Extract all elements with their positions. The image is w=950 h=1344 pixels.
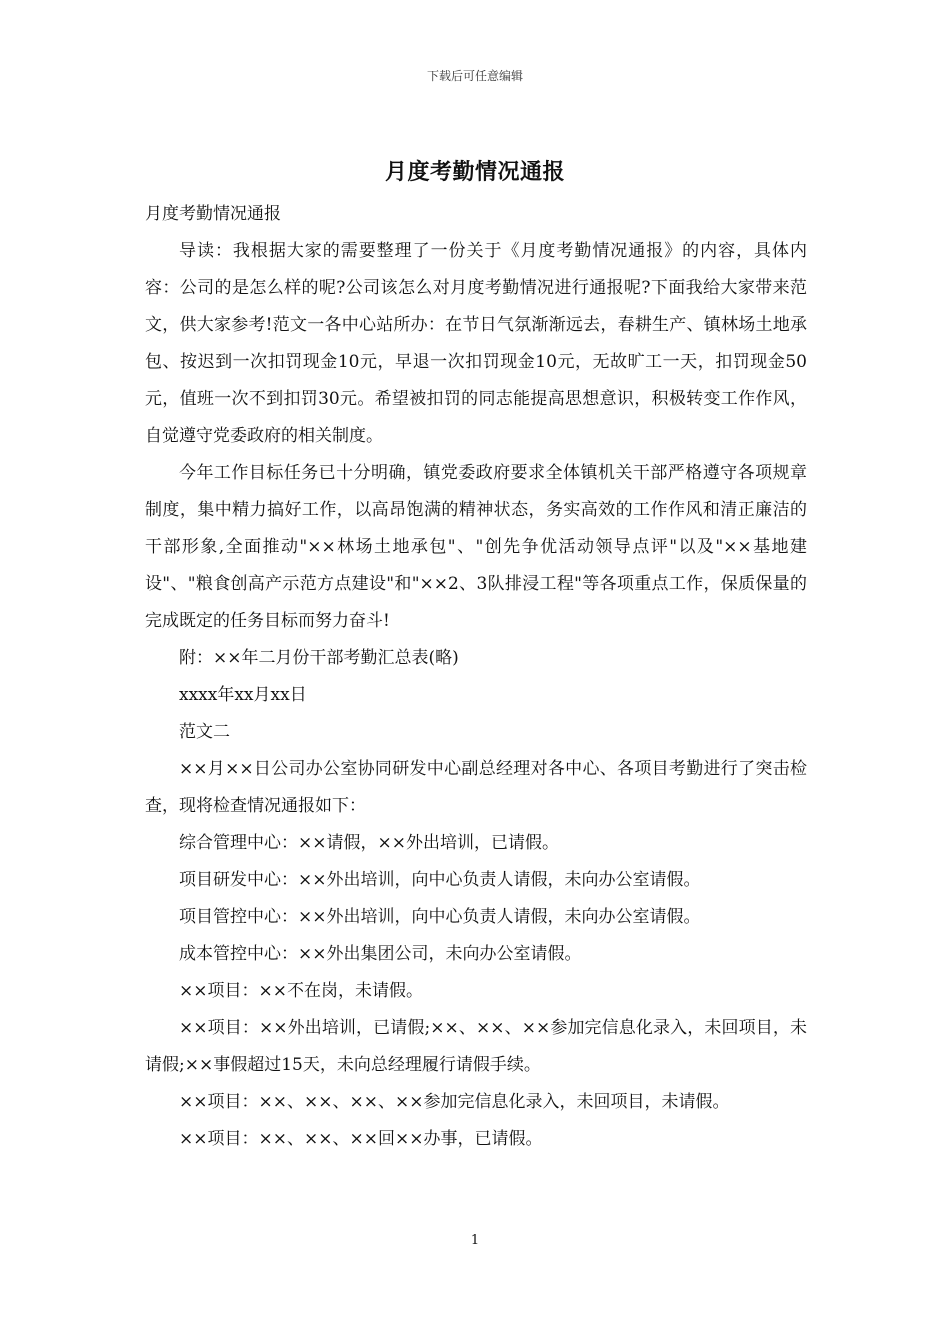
- document-title: 月度考勤情况通报: [384, 159, 565, 185]
- paragraph-inspection-intro: ××月××日公司办公室协同研发中心副总经理对各中心、各项目考勤进行了突击检查，现将检查情况通报如下：: [145, 759, 807, 816]
- page-number: 1: [470, 1233, 480, 1248]
- paragraph-date: xxxx年xx月xx日: [179, 685, 307, 705]
- paragraph-item: ××项目：××不在岗，未请假。: [179, 981, 423, 1001]
- document-body: [145, 196, 807, 1158]
- paragraph-item: 综合管理中心：××请假，××外出培训，已请假。: [179, 833, 559, 853]
- paragraph-item: 成本管控中心：××外出集团公司，未向办公室请假。: [179, 944, 582, 964]
- paragraph-item: 项目管控中心：××外出培训，向中心负责人请假，未向办公室请假。: [179, 907, 701, 927]
- paragraph-item: ××项目：××外出培训，已请假;××、××、××参加完信息化录入，未回项目，未请假;××事假超过15天，未向总经理履行请假手续。: [145, 1018, 807, 1075]
- paragraph-item: ××项目：××、××、××、××参加完信息化录入，未回项目，未请假。: [179, 1092, 730, 1112]
- paragraph-item: ××项目：××、××、××回××办事，已请假。: [179, 1129, 543, 1149]
- paragraph-goals: 今年工作目标任务已十分明确，镇党委政府要求全体镇机关干部严格遵守各项规章制度，集中精力搞好工作，以高昂饱满的精神状态，务实高效的工作作风和清正廉洁的干部形象,全面推动"××林场土地承包"、"创先争优活动领导点评"以及"××基地建设"、"粮食创高产示范方点建设"和"××2、3队排浸工程"等各项重点工作，保质保量的完成既定的任务目标而努力奋斗!: [145, 463, 807, 631]
- paragraph-intro: 导读：我根据大家的需要整理了一份关于《月度考勤情况通报》的内容，具体内容：公司的是怎么样的呢?公司该怎么对月度考勤情况进行通报呢?下面我给大家带来范文，供大家参考!范文一各中心站所办：在节日气氛渐渐远去，春耕生产、镇林场土地承包、按迟到一次扣罚现金10元，早退一次扣罚现金10元，无故旷工一天，扣罚现金50元，值班一次不到扣罚30元。希望被扣罚的同志能提高思想意识，积极转变工作作风，自觉遵守党委政府的相关制度。: [145, 241, 807, 446]
- paragraph-item: 项目研发中心：××外出培训，向中心负责人请假，未向办公室请假。: [179, 870, 701, 890]
- document-subtitle: 月度考勤情况通报: [145, 204, 281, 224]
- paragraph-sample-two-heading: 范文二: [179, 722, 230, 742]
- header-note: 下载后可任意编辑: [426, 69, 523, 83]
- paragraph-attachment: 附：××年二月份干部考勤汇总表(略): [179, 648, 459, 668]
